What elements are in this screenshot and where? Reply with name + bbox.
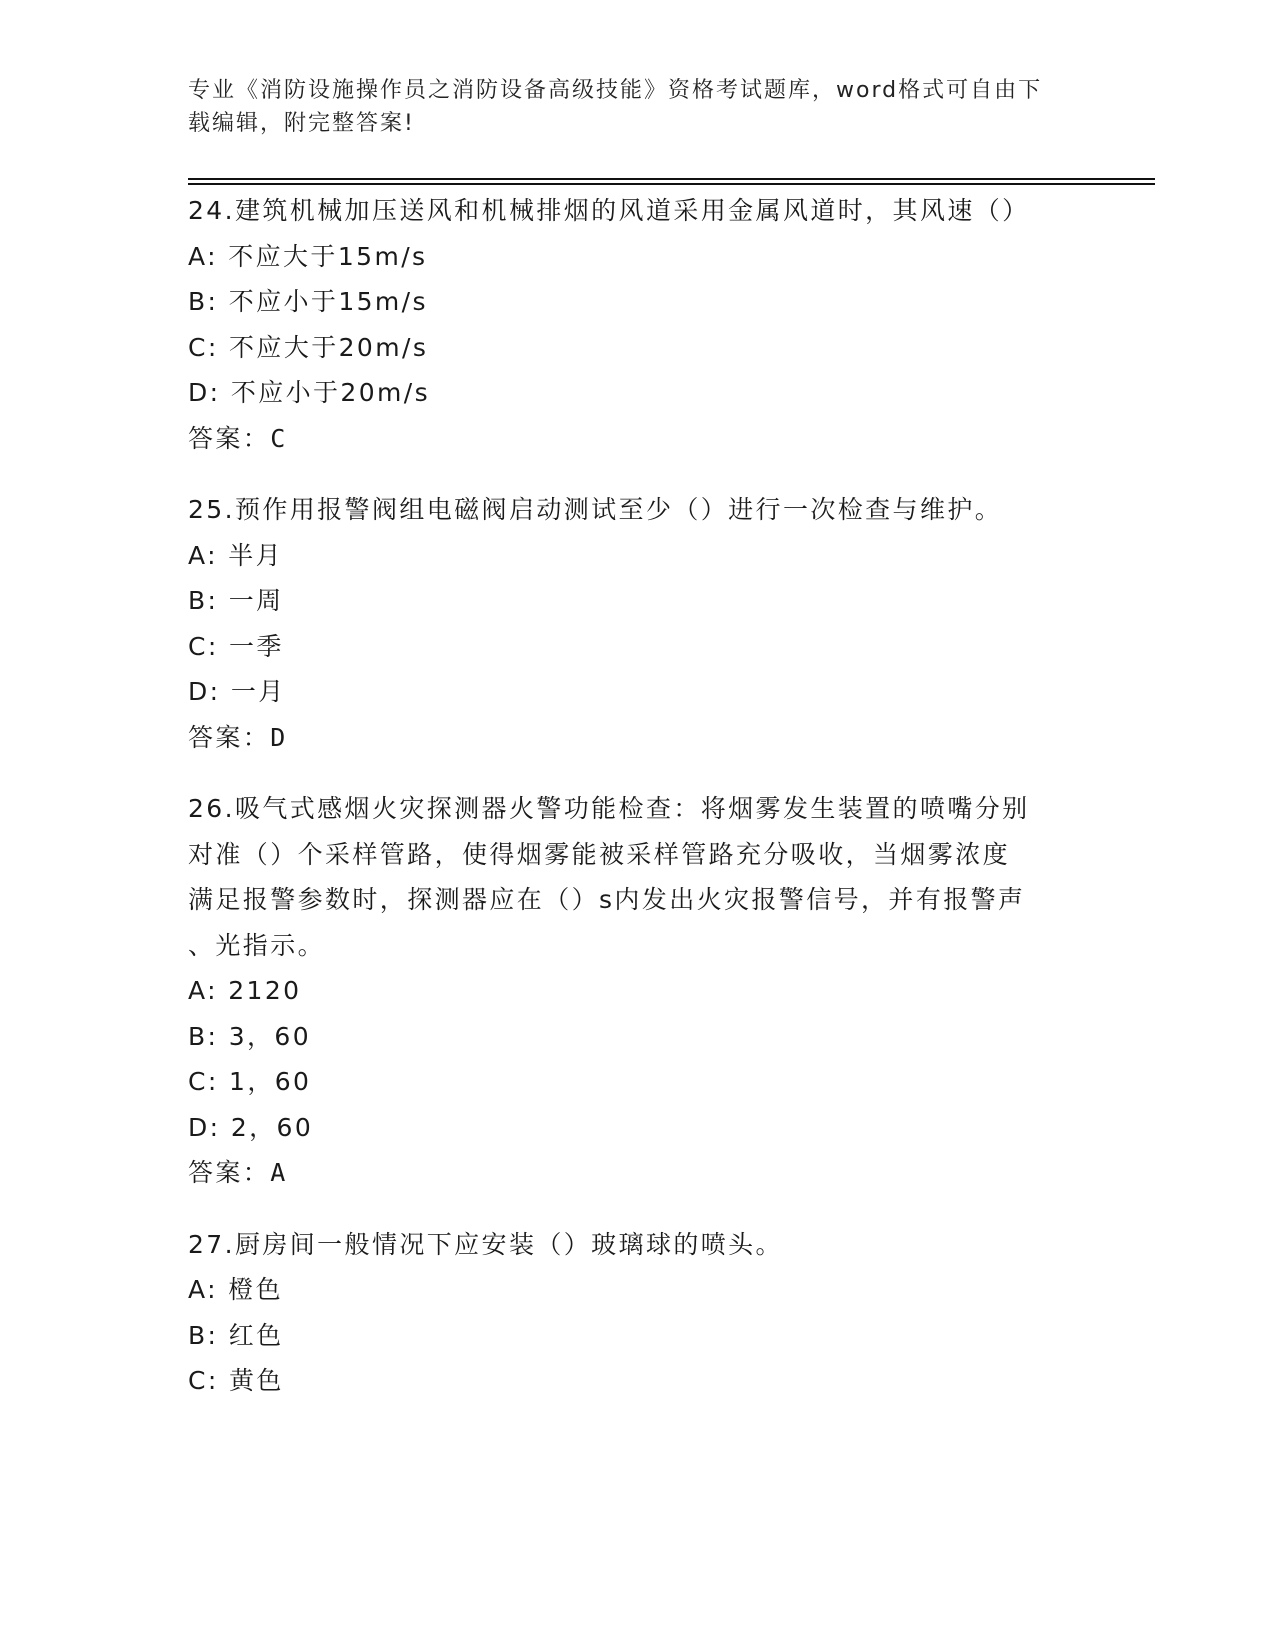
answer-value: D [270, 722, 288, 752]
option-d: D: 不应小于20m/s [188, 378, 431, 407]
question-26 [188, 786, 1088, 1196]
option-d: D: 一月 [188, 677, 286, 706]
header-line-2: 载编辑，附完整答案! [188, 111, 415, 136]
header-rule-bottom [188, 183, 1155, 185]
answer-value: A [270, 1158, 288, 1187]
option-a: A: 半月 [188, 540, 284, 570]
option-c: C: 一季 [188, 631, 284, 661]
question-text-line-2: 对准（）个采样管路，使得烟雾能被采样管路充分吸收，当烟雾浓度 [188, 839, 1011, 869]
question-27 [188, 1222, 1088, 1404]
answer-label: 答案： [188, 423, 271, 453]
question-text-line-3: 满足报警参数时，探测器应在（）s内发出火灾报警信号，并有报警声 [188, 885, 1026, 914]
option-a: A: 2120 [188, 976, 302, 1005]
question-text: 27.厨房间一般情况下应安装（）玻璃球的喷头。 [188, 1229, 783, 1259]
option-b: B: 不应小于15m/s [188, 287, 428, 316]
option-a: A: 不应大于15m/s [188, 241, 428, 271]
answer [188, 416, 1088, 462]
option-b: B: 3，60 [188, 1021, 312, 1051]
document-header [188, 74, 1068, 140]
question-24 [188, 188, 1088, 461]
option-d: D: 2，60 [188, 1112, 314, 1142]
answer [188, 715, 1088, 761]
header-line-1: 专业《消防设施操作员之消防设备高级技能》资格考试题库，word格式可自由下 [188, 78, 1043, 103]
option-a: A: 橙色 [188, 1275, 284, 1304]
question-text-line-1: 26.吸气式感烟火灾探测器火警功能检查：将烟雾发生装置的喷嘴分别 [188, 794, 1030, 823]
header-rule-top [188, 178, 1155, 180]
option-c: C: 黄色 [188, 1366, 284, 1395]
option-c: C: 不应大于20m/s [188, 332, 429, 362]
answer-value: C [270, 423, 288, 453]
question-25 [188, 487, 1088, 760]
question-text-line-4: 、光指示。 [188, 930, 326, 960]
option-c: C: 1，60 [188, 1067, 312, 1096]
option-b: B: 一周 [188, 586, 284, 615]
answer-label: 答案： [188, 722, 271, 752]
question-list [188, 188, 1088, 1430]
answer-label: 答案： [188, 1158, 271, 1187]
question-text: 24.建筑机械加压送风和机械排烟的风道采用金属风道时，其风速（） [188, 196, 1030, 225]
answer [188, 1150, 1088, 1196]
option-b: B: 红色 [188, 1320, 284, 1350]
question-text: 25.预作用报警阀组电磁阀启动测试至少（）进行一次检查与维护。 [188, 495, 1003, 524]
